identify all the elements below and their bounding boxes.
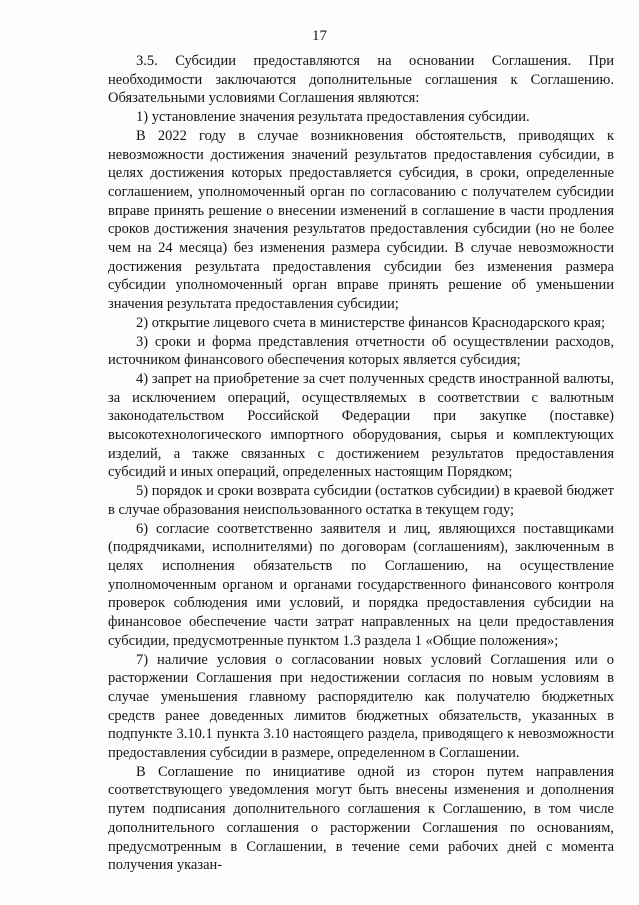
- paragraph-amendments: В Соглашение по инициативе одной из сторон путем направления соответствующего уведомления могут быть внесены изменения и дополнения путем подписания дополнительного соглашения к Соглашению, в том числе дополнительного соглашения о расторжении Соглашения по основаниям, предусмотренным в Соглашении, в течение семи рабочих дней с момента получения указан-: [108, 763, 614, 874]
- paragraph-condition-2: 2) открытие лицевого счета в министерстве финансов Краснодарского края;: [136, 314, 605, 331]
- paragraph-condition-3: 3) сроки и форма представления отчетности об осуществлении расходов, источником финансового обеспечения которых является субсидия;: [108, 333, 614, 369]
- paragraph-3-5-intro: 3.5. Субсидии предоставляются на основании Соглашения. При необходимости заключаются дополнительные соглашения к Соглашению. Обязательными условиями Соглашения являются:: [108, 53, 614, 107]
- paragraph-condition-1: 1) установление значения результата предоставления субсидии.: [136, 109, 530, 126]
- paragraph-condition-7: 7) наличие условия о согласовании новых условий Соглашения или о расторжении Соглашения при недостижении согласия по новым условиям в случае уменьшения главному распорядителю как получателю бюджетных средств ранее доведенных лимитов бюджетных обязательств, указанных в подпункте 3.10.1 пункта 3.10 настоящего раздела, приводящего к невозможности предоставления субсидии в размере, определенном в Соглашении.: [108, 651, 614, 762]
- paragraph-2022-exception: В 2022 году в случае возникновения обстоятельств, приводящих к невозможности достижения значений результатов предоставления субсидии, в целях достижения которых предоставляется субсидия, в сроки, определенные соглашением, уполномоченный орган по согласованию с получателем субсидии вправе принять решение о внесении изменений в соглашение в части продления сроков достижения значения результатов предоставления субсидии (но не более чем на 24 месяца) без изменения размера субсидии. В случае невозможности достижения результата предоставления субсидии без изменения размера субсидии уполномоченный орган вправе принять решение об уменьшении значения результата предоставления субсидии;: [108, 127, 614, 313]
- paragraph-condition-6: 6) согласие соответственно заявителя и лиц, являющихся поставщиками (подрядчиками, исполнителями) по договорам (соглашениям), заключенным в целях исполнения обязательств по Соглашению, на осуществление уполномоченным органом и органами государственного финансового контроля проверок соблюдения ими условий, и порядка предоставления субсидии на финансовое обеспечение части затрат направленных на цели предоставления субсидии, предусмотренные пунктом 1.3 раздела 1 «Общие положения»;: [108, 520, 614, 649]
- document-body: [108, 52, 614, 875]
- paragraph-condition-5: 5) порядок и сроки возврата субсидии (остатков субсидии) в краевой бюджет в случае образования неиспользованного остатка в текущем году;: [108, 483, 614, 518]
- page-number: 17: [312, 28, 327, 44]
- paragraph-condition-4: 4) запрет на приобретение за счет полученных средств иностранной валюты, за исключением операций, осуществляемых в соответствии с валютным законодательством Российской Федерации при закупке (поставке) высокотехнологического импортного оборудования, сырья и комплектующих изделий, а также связанных с достижением результатов предоставления субсидий и иных операций, определенных настоящим Порядком;: [108, 370, 614, 481]
